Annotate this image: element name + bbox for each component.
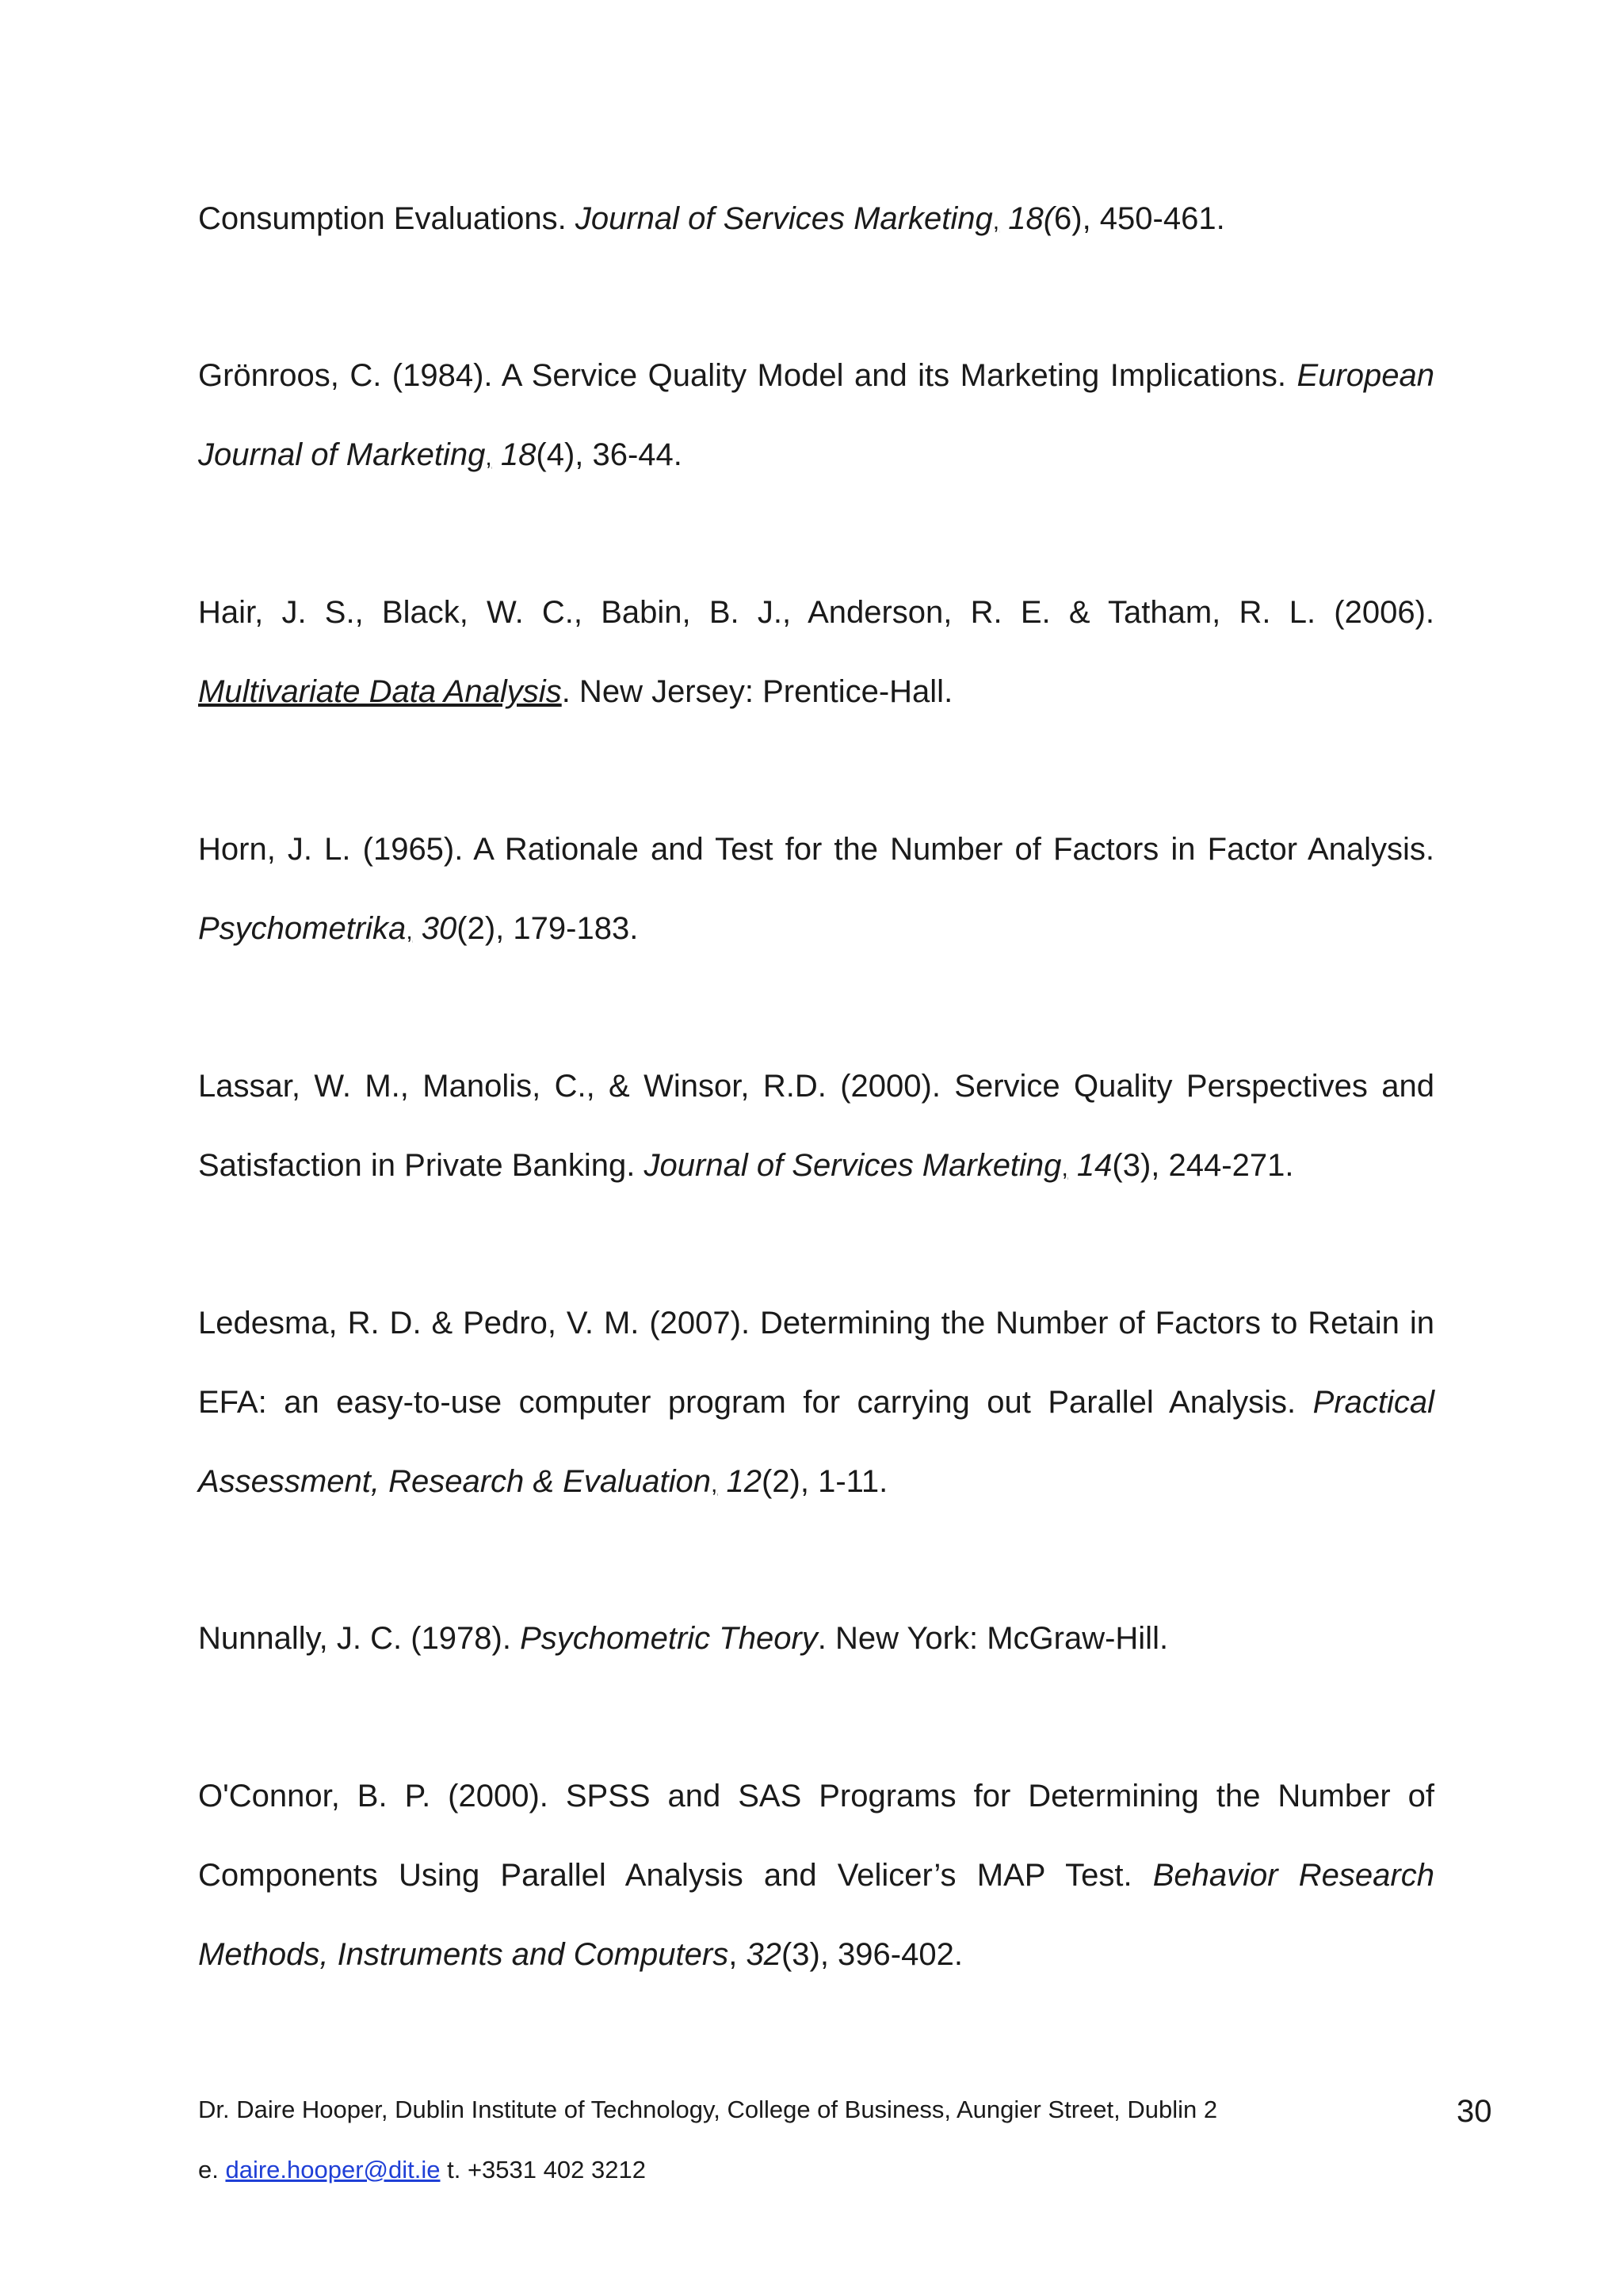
reference-1 xyxy=(198,179,1434,261)
email-link[interactable]: daire.hooper@dit.ie xyxy=(225,2156,441,2183)
issue-pages: (3), 244-271. xyxy=(1112,1148,1294,1183)
journal-title: Psychometrika xyxy=(198,911,407,946)
page-number: 30 xyxy=(1457,2094,1492,2129)
book-title: Psychometric Theory xyxy=(520,1621,818,1656)
volume: 18( xyxy=(1008,201,1055,236)
reference-text: Grönroos, C. (1984). A Service Quality Model and its Marketing Implications. xyxy=(198,358,1297,393)
book-title: Multivariate Data Analysis xyxy=(198,674,562,709)
phone: t. +3531 402 3212 xyxy=(440,2156,646,2183)
reference-text: Hair, J. S., Black, W. C., Babin, B. J., Anderson, R. E. & Tatham, R. L. (2006). xyxy=(198,595,1434,630)
volume: 14 xyxy=(1076,1148,1113,1183)
journal-comma: , xyxy=(992,208,1000,235)
journal-comma: , xyxy=(710,1471,718,1497)
issue-pages: (3), 396-402. xyxy=(781,1937,963,1972)
issue-pages: 6), 450-461. xyxy=(1054,201,1225,236)
journal-comma: , xyxy=(1061,1155,1068,1181)
journal-title: Practical Assessment, Research & Evaluation xyxy=(198,1385,1434,1499)
reference-5 xyxy=(198,1047,1434,1208)
reference-6 xyxy=(198,1283,1434,1524)
issue-pages: (2), 179-183. xyxy=(456,911,639,946)
volume: 32 xyxy=(746,1937,781,1972)
footer-address: Dr. Daire Hooper, Dublin Institute of Technology, College of Business, Aungier Street, Dublin 2 xyxy=(198,2096,1218,2123)
volume: 12 xyxy=(726,1464,762,1499)
footer-contact xyxy=(198,2154,646,2186)
reference-text: Horn, J. L. (1965). A Rationale and Test for the Number of Factors in Factor Analysis. xyxy=(198,832,1434,867)
reference-8 xyxy=(198,1756,1434,1994)
reference-2 xyxy=(198,336,1434,498)
reference-7 xyxy=(198,1599,1434,1678)
reference-text: Ledesma, R. D. & Pedro, V. M. (2007). Determining the Number of Factors to Retain in EFA: an easy-to-use computer program for carrying out Parallel Analysis. xyxy=(198,1306,1434,1420)
reference-text: Nunnally, J. C. (1978). xyxy=(198,1621,521,1656)
reference-4 xyxy=(198,810,1434,971)
journal-title: European Journal of Marketing xyxy=(198,358,1434,472)
reference-text: Consumption Evaluations. xyxy=(198,201,575,236)
publisher: . New Jersey: Prentice-Hall. xyxy=(561,674,953,709)
journal-title: Behavior Research Methods, Instruments and Computers xyxy=(198,1858,1434,1972)
volume: 18 xyxy=(500,437,537,472)
journal-title: Journal of Services Marketing xyxy=(643,1148,1062,1183)
journal-comma: , xyxy=(406,918,413,944)
issue-pages: (4), 36-44. xyxy=(536,437,682,472)
reference-text: O'Connor, B. P. (2000). SPSS and SAS Programs for Determining the Number of Components Using Parallel Analysis and Velicer’s MAP Test. xyxy=(198,1779,1434,1893)
email-prefix: e. xyxy=(198,2156,226,2183)
journal-title: Journal of Services Marketing xyxy=(575,201,993,236)
reference-3 xyxy=(198,573,1434,731)
journal-comma: , xyxy=(485,444,492,471)
publisher: . New York: McGraw-Hill. xyxy=(817,1621,1169,1656)
reference-text: Lassar, W. M., Manolis, C., & Winsor, R.D. (2000). Service Quality Perspectives and Satisfaction in Private Banking. xyxy=(198,1069,1434,1183)
volume: 30 xyxy=(421,911,457,946)
journal-separator: , xyxy=(728,1937,747,1972)
issue-pages: (2), 1-11. xyxy=(761,1464,888,1499)
